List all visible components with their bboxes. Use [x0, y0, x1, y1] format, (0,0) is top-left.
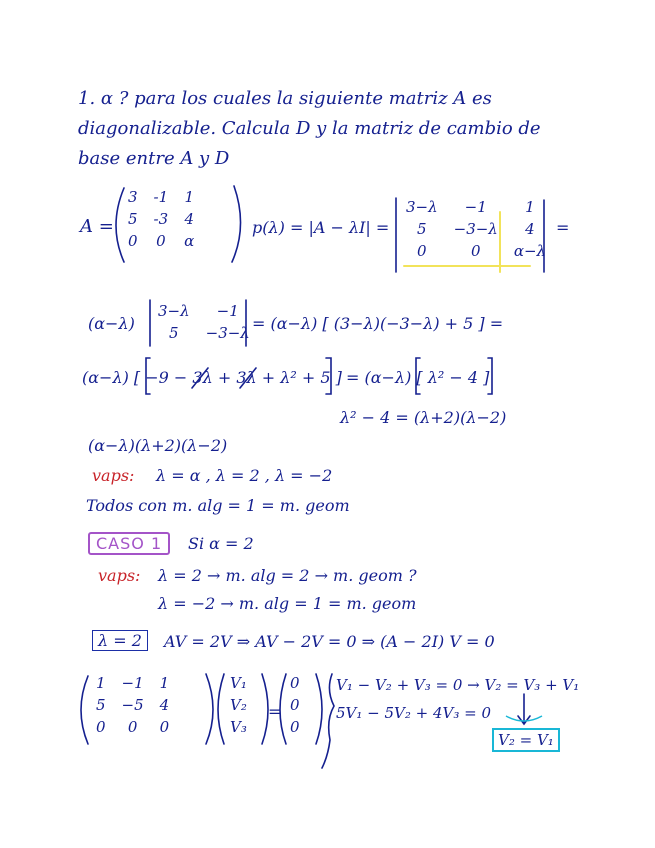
problem-statement-line-1: 1. α ? para los cuales la siguiente matriz A es	[78, 88, 492, 109]
sys-cell: 0	[127, 718, 138, 736]
case1-vaps-line1: λ = 2 → m. alg = 2 → m. geom ?	[158, 566, 417, 585]
step2-right-close-bracket	[488, 358, 492, 394]
system-matrix-left-paren	[81, 676, 88, 744]
det2-cell: −3−λ	[205, 324, 250, 342]
strike-3lambda-1	[192, 368, 208, 388]
matrix-a-cell: 0	[156, 232, 166, 250]
vector-cell: V₁	[230, 674, 247, 692]
sys-cell: −5	[121, 696, 144, 714]
vaps-label: vaps:	[92, 466, 135, 485]
zero-cell: 0	[290, 674, 300, 692]
step1-expansion: = (α−λ) [ (3−λ)(−3−λ) + 5 ] =	[252, 314, 504, 333]
det-cell: −1	[464, 198, 487, 216]
case1-vaps-label: vaps:	[98, 566, 141, 585]
vector-right-paren	[262, 674, 268, 744]
sys-cell: 0	[96, 718, 106, 736]
vaps-values: λ = α , λ = 2 , λ = −2	[156, 466, 333, 485]
case1-condition: Si α = 2	[188, 534, 254, 553]
vector-cell: V₃	[230, 718, 247, 736]
matrix-a-cell: 0	[128, 232, 138, 250]
multiplicity-note: Todos con m. alg = 1 = m. geom	[86, 496, 350, 515]
det2-cell: 3−λ	[158, 302, 190, 320]
zero-cell: 0	[290, 718, 300, 736]
case1-label: CASO 1	[88, 532, 170, 555]
matrix-a-cell: 1	[184, 188, 195, 206]
det-cell: 5	[417, 220, 427, 238]
zero-left-paren	[280, 674, 286, 744]
step2-right-bracket	[326, 358, 331, 394]
sys-cell: 4	[159, 696, 170, 714]
det-cell: 0	[417, 242, 427, 260]
matrix-a-cell: -3	[153, 210, 169, 228]
matrix-a-cell: 5	[128, 210, 138, 228]
step2-left-bracket	[146, 358, 150, 394]
matrix-a-label: A =	[80, 216, 114, 237]
sys-cell: 1	[159, 674, 170, 692]
det-cell: 3−λ	[406, 198, 438, 216]
vector-cell: V₂	[230, 696, 247, 714]
sys-cell: 5	[96, 696, 106, 714]
system-matrix-right-paren	[206, 674, 213, 744]
det2-cell: 5	[169, 324, 179, 342]
case1-vaps-line2: λ = −2 → m. alg = 1 = m. geom	[158, 594, 417, 613]
system-equation-1: V₁ − V₂ + V₃ = 0 → V₂ = V₃ + V₁	[336, 676, 580, 694]
det-cell: 0	[470, 242, 481, 260]
det2-cell: −1	[216, 302, 239, 320]
matrix-a-cell: 4	[184, 210, 195, 228]
step2-right: = (α−λ) [ λ² − 4 ]	[346, 368, 490, 387]
factored-polynomial: (α−λ)(λ+2)(λ−2)	[88, 436, 228, 455]
system-equation-2: 5V₁ − 5V₂ + 4V₃ = 0	[336, 704, 492, 722]
strike-3lambda-2	[240, 368, 256, 388]
step2-left: (α−λ) [ −9 − 3λ + 3λ + λ² + 5 ]	[82, 368, 342, 387]
problem-statement-line-3: base entre A y D	[78, 148, 230, 169]
step1-prefix: (α−λ)	[88, 314, 135, 333]
matrix-a-cell: -1	[153, 188, 169, 206]
system-equals: =	[268, 702, 282, 721]
zero-right-paren	[316, 674, 322, 744]
sys-cell: 1	[96, 674, 106, 692]
sys-cell: 0	[159, 718, 170, 736]
system-brace	[322, 674, 334, 768]
char-poly-equals: =	[556, 218, 570, 237]
matrix-a-left-paren	[116, 188, 124, 262]
step2-right-open-bracket	[416, 358, 420, 394]
matrix-a-cell: 3	[128, 188, 138, 206]
vector-left-paren	[218, 674, 224, 744]
eigenvalue-box: λ = 2	[92, 630, 148, 651]
eigen-equation: AV = 2V ⇒ AV − 2V = 0 ⇒ (A − 2I) V = 0	[164, 632, 495, 651]
det-cell: α−λ	[513, 242, 547, 260]
step3-factorization: λ² − 4 = (λ+2)(λ−2)	[340, 408, 507, 427]
sys-cell: −1	[121, 674, 144, 692]
matrix-a-cell: α	[184, 232, 195, 250]
problem-statement-line-2: diagonalizable. Calcula D y la matriz de cambio de	[78, 118, 541, 139]
zero-cell: 0	[290, 696, 300, 714]
det-cell: 4	[525, 220, 535, 238]
char-poly-expression: p(λ) = |A − λI| =	[252, 218, 390, 237]
det-cell: −3−λ	[453, 220, 498, 238]
result-box: V₂ = V₁	[492, 728, 560, 752]
matrix-a-right-paren	[232, 186, 241, 262]
det-cell: 1	[525, 198, 535, 216]
